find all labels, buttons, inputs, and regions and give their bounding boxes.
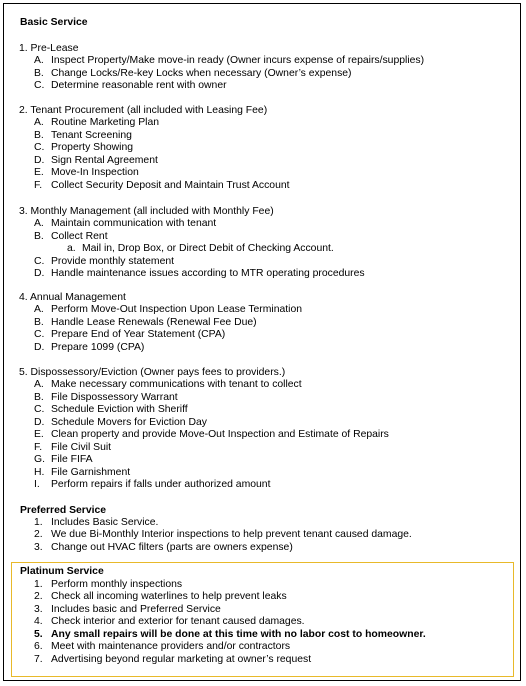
list-item-text: Advertising beyond regular marketing at owner’s request xyxy=(51,653,312,665)
list-item-text: Collect Rent xyxy=(51,230,108,242)
list-marker: C. xyxy=(34,80,45,92)
list-marker: D. xyxy=(34,154,45,166)
list-item-text: Any small repairs will be done at this time with no labor cost to homeowner. xyxy=(51,628,426,640)
list-item-text: Prepare End of Year Statement (CPA) xyxy=(51,329,226,341)
list-marker: B. xyxy=(34,129,44,141)
list-marker: C. xyxy=(34,329,45,341)
list-item-text: We due Bi-Monthly Interior inspections to help prevent tenant caused damage. xyxy=(51,529,412,541)
section-heading: 1. Pre-Lease xyxy=(19,43,79,54)
list-item-text: Maintain communication with tenant xyxy=(51,218,217,230)
list-item-text: Provide monthly statement xyxy=(51,255,175,267)
section-heading: 3. Monthly Management (all included with Monthly Fee) xyxy=(19,206,274,217)
list-marker: 3. xyxy=(34,541,43,553)
list-marker: 2. xyxy=(34,529,43,541)
list-marker: B. xyxy=(34,316,44,328)
list-marker: 1. xyxy=(34,517,43,528)
list-marker: B. xyxy=(34,67,44,79)
list-marker: E. xyxy=(34,429,44,441)
list-item-text: File Civil Suit xyxy=(51,441,112,453)
list-item-text: Clean property and provide Move-Out Inspection and Estimate of Repairs xyxy=(51,429,389,441)
list-marker: 6. xyxy=(34,641,43,653)
list-item-text: Inspect Property/Make move-in ready (Owner incurs expense of repairs/supplies) xyxy=(51,55,425,67)
list-marker: A. xyxy=(34,117,44,129)
list-item-text: Includes basic and Preferred Service xyxy=(51,603,221,615)
list-marker: 7. xyxy=(34,653,43,665)
list-marker: 3. xyxy=(34,603,43,615)
list-item-text: Routine Marketing Plan xyxy=(51,117,160,129)
preferred-service-title: Preferred Service xyxy=(20,505,107,516)
list-marker: 4. xyxy=(34,616,43,628)
list-marker: B. xyxy=(34,230,44,242)
list-marker: B. xyxy=(34,391,44,403)
list-marker: E. xyxy=(34,167,44,179)
section-heading: 2. Tenant Procurement (all included with Leasing Fee) xyxy=(19,105,268,116)
list-item-text: Schedule Movers for Eviction Day xyxy=(51,416,207,428)
list-item-text: Perform repairs if falls under authorized amount xyxy=(51,479,271,491)
list-item-text: File Garnishment xyxy=(51,466,131,478)
list-marker: 2. xyxy=(34,591,43,603)
list-marker: F. xyxy=(34,179,43,191)
list-item-text: Change out HVAC filters (parts are owners expense) xyxy=(51,541,293,553)
list-item-text: Schedule Eviction with Sheriff xyxy=(51,404,188,416)
list-item-text: Move-In Inspection xyxy=(51,167,139,179)
list-item-text: Handle Lease Renewals (Renewal Fee Due) xyxy=(51,316,257,328)
list-item-text: Meet with maintenance providers and/or contractors xyxy=(51,641,291,653)
list-item-text: Tenant Screening xyxy=(51,129,132,141)
platinum-service-title: Platinum Service xyxy=(20,566,104,577)
list-marker: A. xyxy=(34,304,44,316)
basic-service-title: Basic Service xyxy=(20,17,88,28)
list-marker: 1. xyxy=(34,579,43,590)
list-marker: H. xyxy=(34,466,45,478)
list-item-text: Perform Move-Out Inspection Upon Lease Termination xyxy=(51,304,303,316)
list-item-text: Make necessary communications with tenant to collect xyxy=(51,379,302,391)
list-marker: a. xyxy=(67,243,76,255)
list-marker: C. xyxy=(34,142,45,154)
list-item-text: Determine reasonable rent with owner xyxy=(51,80,227,92)
list-marker: D. xyxy=(34,341,45,353)
list-item-text: Includes Basic Service. xyxy=(51,517,159,528)
list-item-text: Change Locks/Re-key Locks when necessary (Owner’s expense) xyxy=(51,67,352,79)
list-item-text: File Dispossessory Warrant xyxy=(51,391,178,403)
list-item-text: Prepare 1099 (CPA) xyxy=(51,341,145,353)
list-item-text: Sign Rental Agreement xyxy=(51,154,158,166)
list-item-text: Mail in, Drop Box, or Direct Debit of Checking Account. xyxy=(82,243,334,255)
list-marker: G. xyxy=(34,454,45,466)
list-marker: C. xyxy=(34,255,45,267)
list-item-text: Check all incoming waterlines to help prevent leaks xyxy=(51,591,287,603)
list-marker: D. xyxy=(34,416,45,428)
list-item-text: Perform monthly inspections xyxy=(51,579,183,590)
list-marker: A. xyxy=(34,379,44,391)
section-heading: 4. Annual Management xyxy=(19,292,126,303)
list-marker: I. xyxy=(34,479,40,491)
list-item-text: Property Showing xyxy=(51,142,134,154)
list-marker: A. xyxy=(34,55,44,67)
list-marker: 5. xyxy=(34,628,43,640)
list-item-text: File FIFA xyxy=(51,454,93,466)
section-heading: 5. Dispossessory/Eviction (Owner pays fees to providers.) xyxy=(19,367,286,378)
list-item-text: Handle maintenance issues according to MTR operating procedures xyxy=(51,268,365,280)
list-item-text: Collect Security Deposit and Maintain Trust Account xyxy=(51,179,290,191)
list-marker: A. xyxy=(34,218,44,230)
list-marker: D. xyxy=(34,268,45,280)
list-item-text: Check interior and exterior for tenant caused damages. xyxy=(51,616,305,628)
list-marker: F. xyxy=(34,441,43,453)
list-marker: C. xyxy=(34,404,45,416)
